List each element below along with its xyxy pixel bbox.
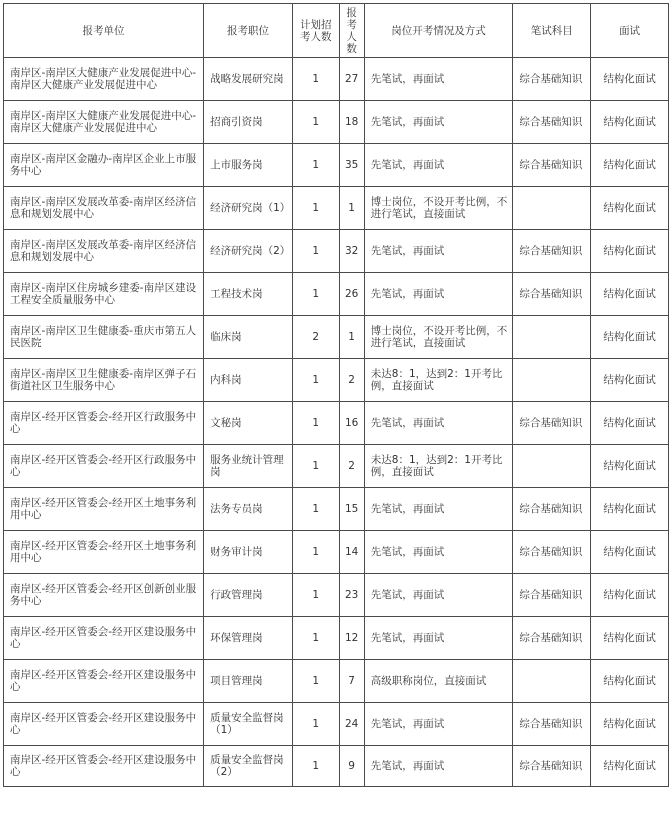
header-method: 岗位开考情况及方式 — [364, 4, 513, 58]
cell-interview: 结构化面试 — [591, 402, 669, 445]
cell-interview: 结构化面试 — [591, 488, 669, 531]
table-row — [4, 402, 669, 445]
cell-method: 先笔试，再面试 — [364, 703, 513, 746]
cell-method: 先笔试，再面试 — [364, 402, 513, 445]
cell-applicants: 15 — [339, 488, 364, 531]
cell-unit: 南岸区-南岸区大健康产业发展促进中心-南岸区大健康产业发展促进中心 — [4, 58, 204, 101]
cell-applicants: 7 — [339, 660, 364, 703]
cell-unit: 南岸区-南岸区卫生健康委-重庆市第五人民医院 — [4, 316, 204, 359]
cell-applicants: 2 — [339, 359, 364, 402]
cell-unit: 南岸区-南岸区金融办-南岸区企业上市服务中心 — [4, 144, 204, 187]
cell-position: 服务业统计管理岗 — [204, 445, 293, 488]
cell-unit: 南岸区-南岸区大健康产业发展促进中心-南岸区大健康产业发展促进中心 — [4, 101, 204, 144]
cell-written-subject: 综合基础知识 — [513, 273, 591, 316]
cell-plan: 1 — [293, 531, 339, 574]
cell-plan: 1 — [293, 101, 339, 144]
cell-position: 文秘岗 — [204, 402, 293, 445]
cell-unit: 南岸区-经开区管委会-经开区建设服务中心 — [4, 617, 204, 660]
cell-method: 先笔试，再面试 — [364, 273, 513, 316]
cell-interview: 结构化面试 — [591, 273, 669, 316]
cell-position: 质量安全监督岗（1） — [204, 703, 293, 746]
cell-plan: 2 — [293, 316, 339, 359]
cell-method: 先笔试，再面试 — [364, 101, 513, 144]
cell-unit: 南岸区-经开区管委会-经开区建设服务中心 — [4, 703, 204, 746]
cell-plan: 1 — [293, 58, 339, 101]
cell-method: 先笔试，再面试 — [364, 746, 513, 787]
table-row — [4, 359, 669, 402]
cell-applicants: 14 — [339, 531, 364, 574]
cell-position: 经济研究岗（1） — [204, 187, 293, 230]
cell-applicants: 32 — [339, 230, 364, 273]
cell-written-subject: 综合基础知识 — [513, 58, 591, 101]
cell-written-subject: 综合基础知识 — [513, 488, 591, 531]
header-position: 报考职位 — [204, 4, 293, 58]
cell-method: 未达8：1，达到2：1开考比例，直接面试 — [364, 445, 513, 488]
cell-plan: 1 — [293, 488, 339, 531]
cell-position: 上市服务岗 — [204, 144, 293, 187]
cell-applicants: 26 — [339, 273, 364, 316]
header-row — [4, 4, 669, 58]
cell-applicants: 35 — [339, 144, 364, 187]
cell-interview: 结构化面试 — [591, 359, 669, 402]
header-written-subject: 笔试科目 — [513, 4, 591, 58]
header-plan — [293, 4, 339, 58]
cell-position: 战略发展研究岗 — [204, 58, 293, 101]
cell-written-subject: 综合基础知识 — [513, 531, 591, 574]
cell-applicants: 23 — [339, 574, 364, 617]
header-plan-label: 计划招考人数 — [300, 18, 332, 43]
cell-plan: 1 — [293, 703, 339, 746]
cell-written-subject: 综合基础知识 — [513, 230, 591, 273]
table-row — [4, 574, 669, 617]
cell-position: 临床岗 — [204, 316, 293, 359]
cell-position: 财务审计岗 — [204, 531, 293, 574]
table-row — [4, 101, 669, 144]
header-interview: 面试 — [591, 4, 669, 58]
cell-applicants: 16 — [339, 402, 364, 445]
cell-written-subject: 综合基础知识 — [513, 101, 591, 144]
cell-applicants: 24 — [339, 703, 364, 746]
cell-written-subject: 综合基础知识 — [513, 703, 591, 746]
cell-written-subject — [513, 359, 591, 402]
cell-position: 项目管理岗 — [204, 660, 293, 703]
cell-unit: 南岸区-经开区管委会-经开区行政服务中心 — [4, 402, 204, 445]
cell-method: 博士岗位，不设开考比例，不进行笔试，直接面试 — [364, 187, 513, 230]
table-row — [4, 488, 669, 531]
cell-position: 招商引资岗 — [204, 101, 293, 144]
cell-position: 质量安全监督岗（2） — [204, 746, 293, 787]
cell-written-subject: 综合基础知识 — [513, 144, 591, 187]
cell-position: 工程技术岗 — [204, 273, 293, 316]
cell-unit: 南岸区-南岸区卫生健康委-南岸区弹子石街道社区卫生服务中心 — [4, 359, 204, 402]
cell-written-subject: 综合基础知识 — [513, 402, 591, 445]
cell-interview: 结构化面试 — [591, 230, 669, 273]
cell-method: 先笔试，再面试 — [364, 58, 513, 101]
cell-unit: 南岸区-经开区管委会-经开区土地事务利用中心 — [4, 531, 204, 574]
exam-status-table — [3, 3, 669, 787]
cell-position: 环保管理岗 — [204, 617, 293, 660]
cell-method: 先笔试，再面试 — [364, 617, 513, 660]
table-row — [4, 445, 669, 488]
cell-written-subject — [513, 660, 591, 703]
table-row — [4, 316, 669, 359]
cell-written-subject: 综合基础知识 — [513, 746, 591, 787]
cell-applicants: 18 — [339, 101, 364, 144]
cell-unit: 南岸区-经开区管委会-经开区土地事务利用中心 — [4, 488, 204, 531]
cell-applicants: 27 — [339, 58, 364, 101]
cell-applicants: 2 — [339, 445, 364, 488]
header-applicants — [339, 4, 364, 58]
cell-applicants: 9 — [339, 746, 364, 787]
header-unit: 报考单位 — [4, 4, 204, 58]
cell-interview: 结构化面试 — [591, 660, 669, 703]
cell-plan: 1 — [293, 660, 339, 703]
cell-method: 先笔试，再面试 — [364, 144, 513, 187]
cell-interview: 结构化面试 — [591, 101, 669, 144]
cell-method: 先笔试，再面试 — [364, 531, 513, 574]
cell-unit: 南岸区-经开区管委会-经开区行政服务中心 — [4, 445, 204, 488]
cell-interview: 结构化面试 — [591, 445, 669, 488]
table-body — [4, 58, 669, 787]
cell-plan: 1 — [293, 273, 339, 316]
cell-unit: 南岸区-南岸区发展改革委-南岸区经济信息和规划发展中心 — [4, 230, 204, 273]
cell-unit: 南岸区-南岸区住房城乡建委-南岸区建设工程安全质量服务中心 — [4, 273, 204, 316]
cell-unit: 南岸区-经开区管委会-经开区建设服务中心 — [4, 746, 204, 787]
cell-interview: 结构化面试 — [591, 703, 669, 746]
cell-written-subject — [513, 445, 591, 488]
cell-position: 法务专员岗 — [204, 488, 293, 531]
cell-interview: 结构化面试 — [591, 617, 669, 660]
cell-interview: 结构化面试 — [591, 144, 669, 187]
cell-method: 先笔试，再面试 — [364, 574, 513, 617]
table-row — [4, 746, 669, 787]
cell-written-subject: 综合基础知识 — [513, 617, 591, 660]
cell-plan: 1 — [293, 746, 339, 787]
cell-plan: 1 — [293, 445, 339, 488]
cell-applicants: 1 — [339, 316, 364, 359]
cell-position: 内科岗 — [204, 359, 293, 402]
cell-interview: 结构化面试 — [591, 316, 669, 359]
cell-unit: 南岸区-经开区管委会-经开区创新创业服务中心 — [4, 574, 204, 617]
cell-method: 先笔试，再面试 — [364, 230, 513, 273]
cell-method: 未达8：1，达到2：1开考比例，直接面试 — [364, 359, 513, 402]
cell-method: 博士岗位，不设开考比例，不进行笔试，直接面试 — [364, 316, 513, 359]
table-row — [4, 531, 669, 574]
table-row — [4, 58, 669, 101]
cell-plan: 1 — [293, 402, 339, 445]
cell-unit: 南岸区-经开区管委会-经开区建设服务中心 — [4, 660, 204, 703]
cell-plan: 1 — [293, 144, 339, 187]
cell-interview: 结构化面试 — [591, 574, 669, 617]
cell-plan: 1 — [293, 617, 339, 660]
cell-unit: 南岸区-南岸区发展改革委-南岸区经济信息和规划发展中心 — [4, 187, 204, 230]
cell-position: 行政管理岗 — [204, 574, 293, 617]
table-row — [4, 703, 669, 746]
cell-written-subject: 综合基础知识 — [513, 574, 591, 617]
table-row — [4, 187, 669, 230]
cell-interview: 结构化面试 — [591, 58, 669, 101]
cell-plan: 1 — [293, 187, 339, 230]
table-row — [4, 617, 669, 660]
cell-plan: 1 — [293, 359, 339, 402]
cell-interview: 结构化面试 — [591, 187, 669, 230]
cell-method: 高级职称岗位，直接面试 — [364, 660, 513, 703]
cell-plan: 1 — [293, 574, 339, 617]
cell-plan: 1 — [293, 230, 339, 273]
cell-written-subject — [513, 187, 591, 230]
cell-interview: 结构化面试 — [591, 531, 669, 574]
table-row — [4, 144, 669, 187]
table-row — [4, 660, 669, 703]
table-row — [4, 273, 669, 316]
cell-method: 先笔试，再面试 — [364, 488, 513, 531]
cell-applicants: 1 — [339, 187, 364, 230]
cell-position: 经济研究岗（2） — [204, 230, 293, 273]
cell-interview: 结构化面试 — [591, 746, 669, 787]
header-applicants-label: 报考人数 — [346, 6, 357, 55]
cell-applicants: 12 — [339, 617, 364, 660]
table-row — [4, 230, 669, 273]
cell-written-subject — [513, 316, 591, 359]
